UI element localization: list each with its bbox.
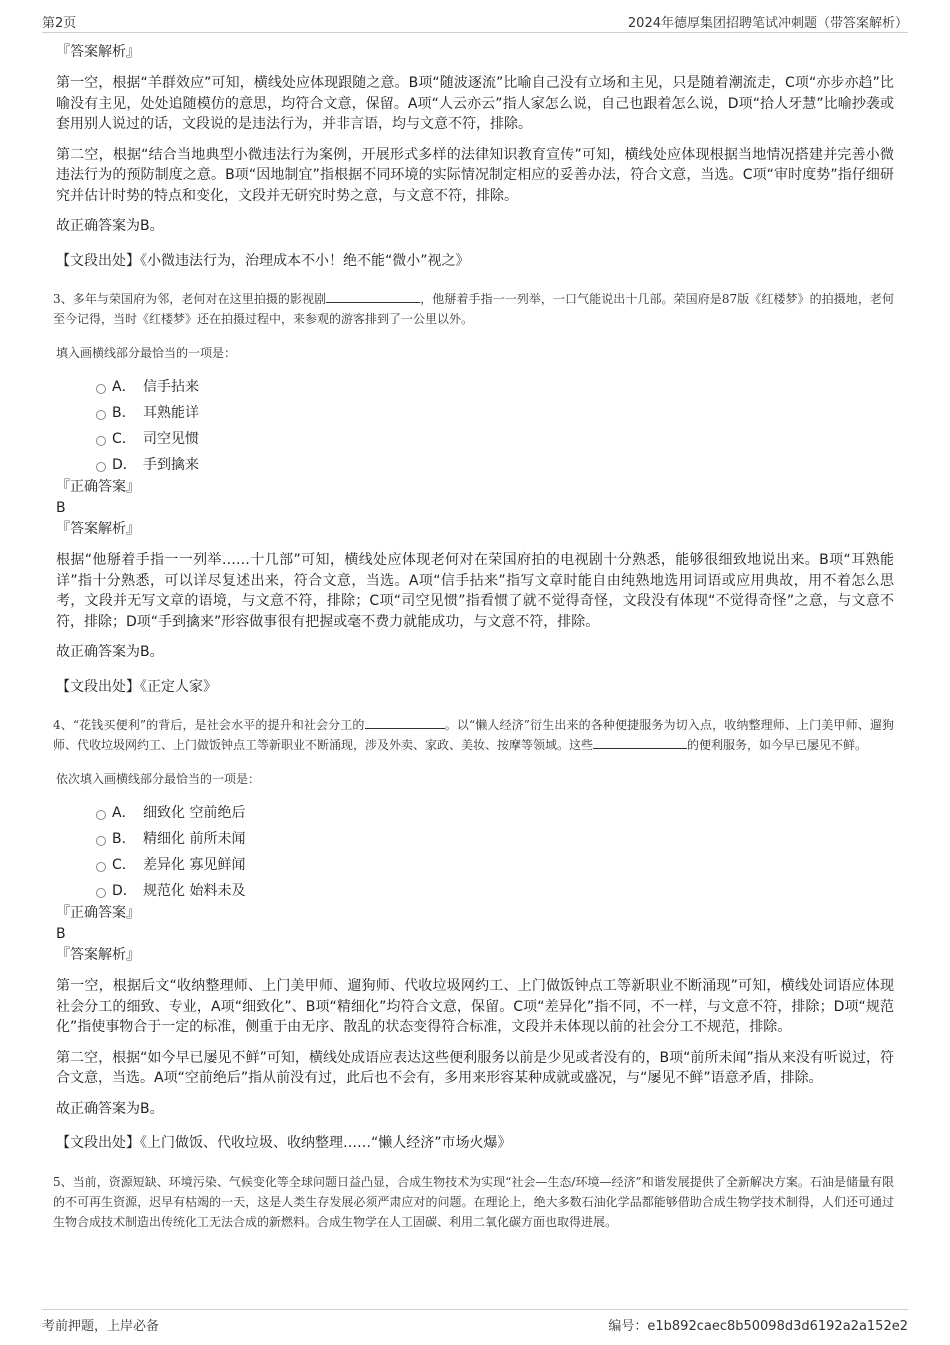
source-citation: 【文段出处】《正定人家》	[56, 678, 217, 695]
radio-icon[interactable]	[96, 810, 106, 820]
document-code: 编号：e1b892caec8b50098d3d6192a2a152e2	[608, 1319, 908, 1334]
radio-icon[interactable]	[96, 384, 106, 394]
question-number: 4、	[53, 718, 73, 732]
option-d[interactable]: D． 规范化 始料未及	[56, 877, 894, 903]
option-d[interactable]: D． 手到擒来	[56, 451, 894, 477]
answer-value: B	[56, 500, 66, 516]
question-stem: 5、当前，资源短缺、环境污染、气候变化等全球问题日益凸显，合成生物技术为实现“社会—生态/环境—经济”和谐发展提供了全新解决方案。石油是储量有限的不可再生资源，迟早有枯竭的一天，这是人类生存发展必须严肃应对的问题。在理论上，绝大多数石油化学品都能够借助合成生物学技术制得，人们还可通过生物合成技术制造出传统化工无法合成的新燃料。合成生物学在人工固碳、利用二氧化碳方面也取得进展。	[53, 1174, 894, 1229]
radio-icon[interactable]	[96, 462, 106, 472]
radio-icon[interactable]	[96, 836, 106, 846]
option-c[interactable]: C． 差异化 寡见鲜闻	[56, 851, 894, 877]
source-citation: 【文段出处】《上门做饭、代收垃圾、收纳整理……“懒人经济”市场火爆》	[56, 1135, 512, 1151]
page-content	[53, 42, 895, 1232]
question-stem: 4、“花钱买便利”的背后，是社会水平的提升和社会分工的 。以“懒人经济”衍生出来的各种便捷服务为切入点，收纳整理师、上门美甲师、遛狗师、代收垃圾网约工、上门做饭钟点工等新职业不断涌现，涉及外卖、家政、美妆、按摩等领域。这些 的便利服务，如今早已屡见不鲜。	[53, 715, 894, 755]
source-citation: 【文段出处】《小微违法行为，治理成本不小！绝不能“微小”视之》	[56, 252, 470, 269]
question-5	[53, 1172, 894, 1232]
option-b[interactable]: B． 耳熟能详	[56, 399, 894, 425]
question-4	[53, 715, 894, 1154]
answer-value: B	[56, 926, 66, 942]
fill-blank	[326, 289, 420, 303]
analysis-paragraph: 根据“他掰着手指一一列举……十几部”可知，横线处应体现老何对在荣国府拍的电视剧十分熟悉，能够很细致地说出来。B项“耳熟能详”指十分熟悉，可以详尽复述出来，符合文意，当选。A项“信手拈来”指写文章时能自由纯熟地选用词语或应用典故，用不着怎么思考，文段并无写文章的语境，与文意不符，排除；C项“司空见惯”指看惯了就不觉得奇怪，文段没有体现“不觉得奇怪”之意，与文意不符，排除；D项“手到擒来”形容做事很有把握或毫不费力就能成功，与文意不符，排除。	[56, 552, 894, 630]
analysis-paragraph: 第二空，根据“如今早已屡见不鲜”可知，横线处成语应表达这些便利服务以前是少见或者没有的，B项“前所未闻”指从来没有听说过，符合文意，当选。A项“空前绝后”指从前没有过，此后也不会有，多用来形容某种成就或盛况，与“屡见不鲜”语意矛盾，排除。	[56, 1049, 894, 1086]
answer-label: 『正确答案』	[56, 905, 140, 921]
analysis-paragraph: 第一空，根据后文“收纳整理师、上门美甲师、遛狗师、代收垃圾网约工、上门做饭钟点工等新职业不断涌现”可知，横线处词语应体现社会分工的细致、专业，A项“细致化”、B项“精细化”均符合文意，保留。C项“差异化”指不同，不一样，与文意不符，排除；D项“规范化”指使事物合于一定的标准，侧重于由无序、散乱的状态变得符合标准，文段并未体现以前的社会分工不规范，排除。	[56, 978, 894, 1035]
question-number: 3、	[53, 292, 73, 306]
question-prompt: 依次填入画横线部分最恰当的一项是：	[56, 772, 261, 786]
analysis-label: 『答案解析』	[56, 947, 140, 963]
question-prompt: 填入画横线部分最恰当的一项是：	[56, 346, 237, 360]
radio-icon[interactable]	[96, 410, 106, 420]
fill-blank	[593, 735, 687, 749]
analysis-label: 『答案解析』	[56, 521, 140, 537]
option-a[interactable]: A． 细致化 空前绝后	[56, 799, 894, 825]
conclusion: 故正确答案为B。	[56, 644, 164, 660]
options-list	[56, 799, 894, 903]
options-list	[56, 373, 894, 477]
radio-icon[interactable]	[96, 862, 106, 872]
document-title: 2024年德厚集团招聘笔试冲刺题（带答案解析）	[627, 16, 908, 31]
option-a[interactable]: A． 信手拈来	[56, 373, 894, 399]
conclusion: 故正确答案为B。	[56, 218, 164, 234]
radio-icon[interactable]	[96, 888, 106, 898]
analysis-paragraph: 第二空，根据“结合当地典型小微违法行为案例，开展形式多样的法律知识教育宣传”可知，横线处应体现根据当地情况搭建并完善小微违法行为的预防制度之意。B项“因地制宜”指根据不同环境的实际情况制定相应的妥善办法，符合文意，当选。C项“审时度势”指仔细研究并估计时势的特点和变化，文段并无研究时势之意，与文意不符，排除。	[56, 146, 894, 204]
question-3	[53, 289, 895, 697]
analysis-paragraph: 第一空，根据“羊群效应”可知，横线处应体现跟随之意。B项“随波逐流”比喻自己没有立场和主见，只是随着潮流走，C项“亦步亦趋”比喻没有主见，处处追随模仿的意思，均符合文意，保留。A项“人云亦云”指人家怎么说，自己也跟着怎么说，D项“拾人牙慧”比喻抄袭或套用别人说过的话，文段说的是违法行为，并非言语，均与文意不符，排除。	[56, 75, 894, 132]
question-stem: 3、多年与荣国府为邻，老何对在这里拍摄的影视剧 ，他掰着手指一一列举，一口气能说出十几部。荣国府是87版《红楼梦》的拍摄地，老何至今记得，当时《红楼梦》还在拍摄过程中，来参观的游客排到了一公里以外。	[53, 289, 894, 329]
question-2-tail	[56, 42, 894, 271]
conclusion: 故正确答案为B。	[56, 1100, 164, 1117]
option-b[interactable]: B． 精细化 前所未闻	[56, 825, 894, 851]
fill-blank	[365, 715, 445, 729]
answer-label: 『正确答案』	[56, 479, 140, 495]
page-footer	[42, 1309, 908, 1334]
option-c[interactable]: C． 司空见惯	[56, 425, 894, 451]
page-number: 第2页	[42, 16, 77, 31]
page-header	[42, 10, 908, 33]
footer-motto: 考前押题，上岸必备	[42, 1319, 160, 1334]
analysis-label: 『答案解析』	[56, 44, 140, 60]
radio-icon[interactable]	[96, 436, 106, 446]
question-number: 5、	[53, 1174, 73, 1189]
